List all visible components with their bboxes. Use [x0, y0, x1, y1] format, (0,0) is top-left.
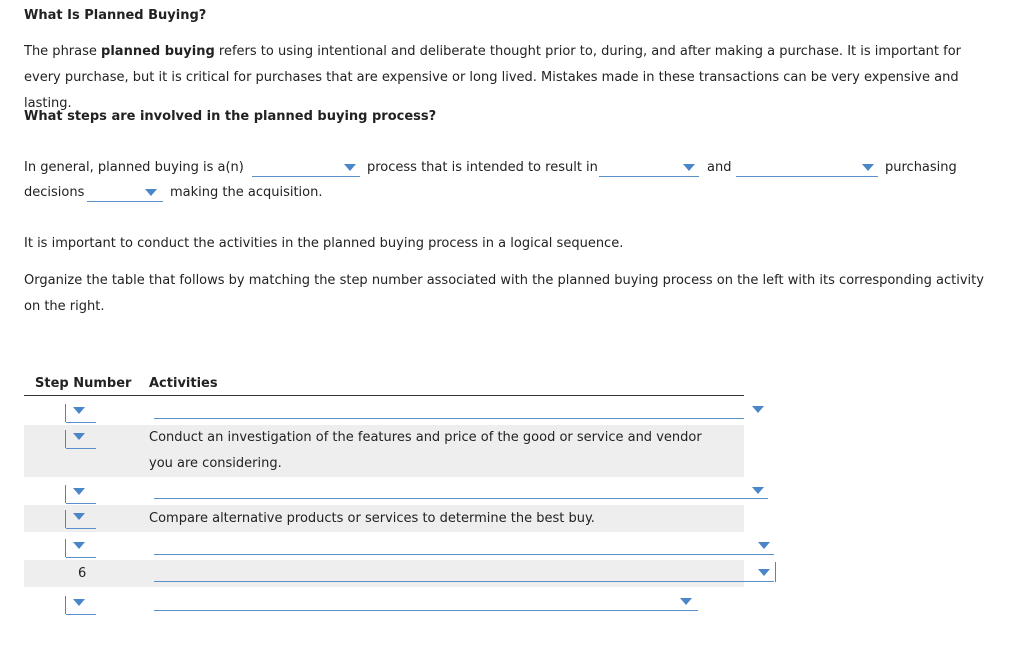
activity-dropdown-row-3[interactable] — [154, 480, 768, 499]
step-value-row-6: 6 — [78, 566, 87, 581]
sentence-part-6: making the acquisition. — [170, 185, 323, 200]
step-dropdown-row-7[interactable] — [65, 596, 97, 616]
activity-dropdown-row-1[interactable] — [154, 400, 744, 419]
chevron-down-icon — [73, 407, 85, 414]
result-dropdown-2[interactable] — [736, 160, 878, 177]
activity-dropdown-row-5[interactable] — [154, 536, 774, 555]
chevron-down-icon — [683, 164, 695, 171]
dropdown-edge — [775, 562, 776, 582]
chevron-down-icon — [73, 599, 85, 606]
chevron-down-icon[interactable] — [758, 542, 770, 549]
sentence-part-5: decisions — [24, 185, 85, 200]
step-dropdown-row-5[interactable] — [65, 539, 97, 559]
col-header-activities: Activities — [149, 376, 218, 391]
intro-before: The phrase — [24, 44, 102, 59]
step-dropdown-row-1[interactable] — [65, 404, 97, 424]
chevron-down-icon[interactable] — [758, 569, 770, 576]
activity-text-row-2: Conduct an investigation of the features and price of the good or service and vendor you are considering. — [149, 430, 702, 471]
chevron-down-icon[interactable] — [752, 406, 764, 413]
instruction-text: Organize the table that follows by matching the step number associated with the planned buying process on the left with its corresponding activity on the right. — [24, 273, 984, 314]
chevron-down-icon — [145, 189, 157, 196]
chevron-down-icon — [862, 164, 874, 171]
col-header-step: Step Number — [35, 376, 132, 391]
sentence-part-4: purchasing — [885, 160, 957, 175]
chevron-down-icon — [73, 433, 85, 440]
sentence-part-2: process that is intended to result in — [367, 160, 598, 175]
step-dropdown-row-3[interactable] — [65, 485, 97, 505]
chevron-down-icon — [73, 513, 85, 520]
intro-bold-term: planned buying — [101, 44, 215, 59]
timing-dropdown[interactable] — [87, 185, 163, 202]
sentence-part-1: In general, planned buying is a(n) — [24, 160, 244, 175]
intro-paragraph — [24, 39, 999, 117]
chevron-down-icon[interactable] — [680, 598, 692, 605]
question-heading: What steps are involved in the planned buying process? — [24, 109, 437, 124]
activity-dropdown-row-6[interactable] — [154, 563, 774, 582]
table-header-divider — [24, 395, 744, 396]
step-dropdown-row-4[interactable] — [65, 510, 97, 530]
chevron-down-icon — [344, 164, 356, 171]
activity-text-row-4: Compare alternative products or services to determine the best buy. — [149, 511, 595, 526]
sentence-part-3: and — [707, 160, 732, 175]
chevron-down-icon[interactable] — [752, 487, 764, 494]
result-dropdown-1[interactable] — [599, 160, 699, 177]
chevron-down-icon — [73, 488, 85, 495]
page-heading: What Is Planned Buying? — [24, 8, 207, 23]
activity-dropdown-row-7[interactable] — [154, 592, 698, 611]
process-type-dropdown[interactable] — [252, 160, 360, 177]
step-dropdown-row-2[interactable] — [65, 430, 97, 450]
chevron-down-icon — [73, 542, 85, 549]
intro-after: refers to using intentional and deliberate thought prior to, during, and after making a purchase. It is important for every purchase, but it is critical for purchases that are expensive or long lived. Mistakes made in these transactions can be very expensive and lasting. — [24, 44, 962, 111]
sequence-note: It is important to conduct the activities in the planned buying process in a logical sequence. — [24, 236, 624, 251]
